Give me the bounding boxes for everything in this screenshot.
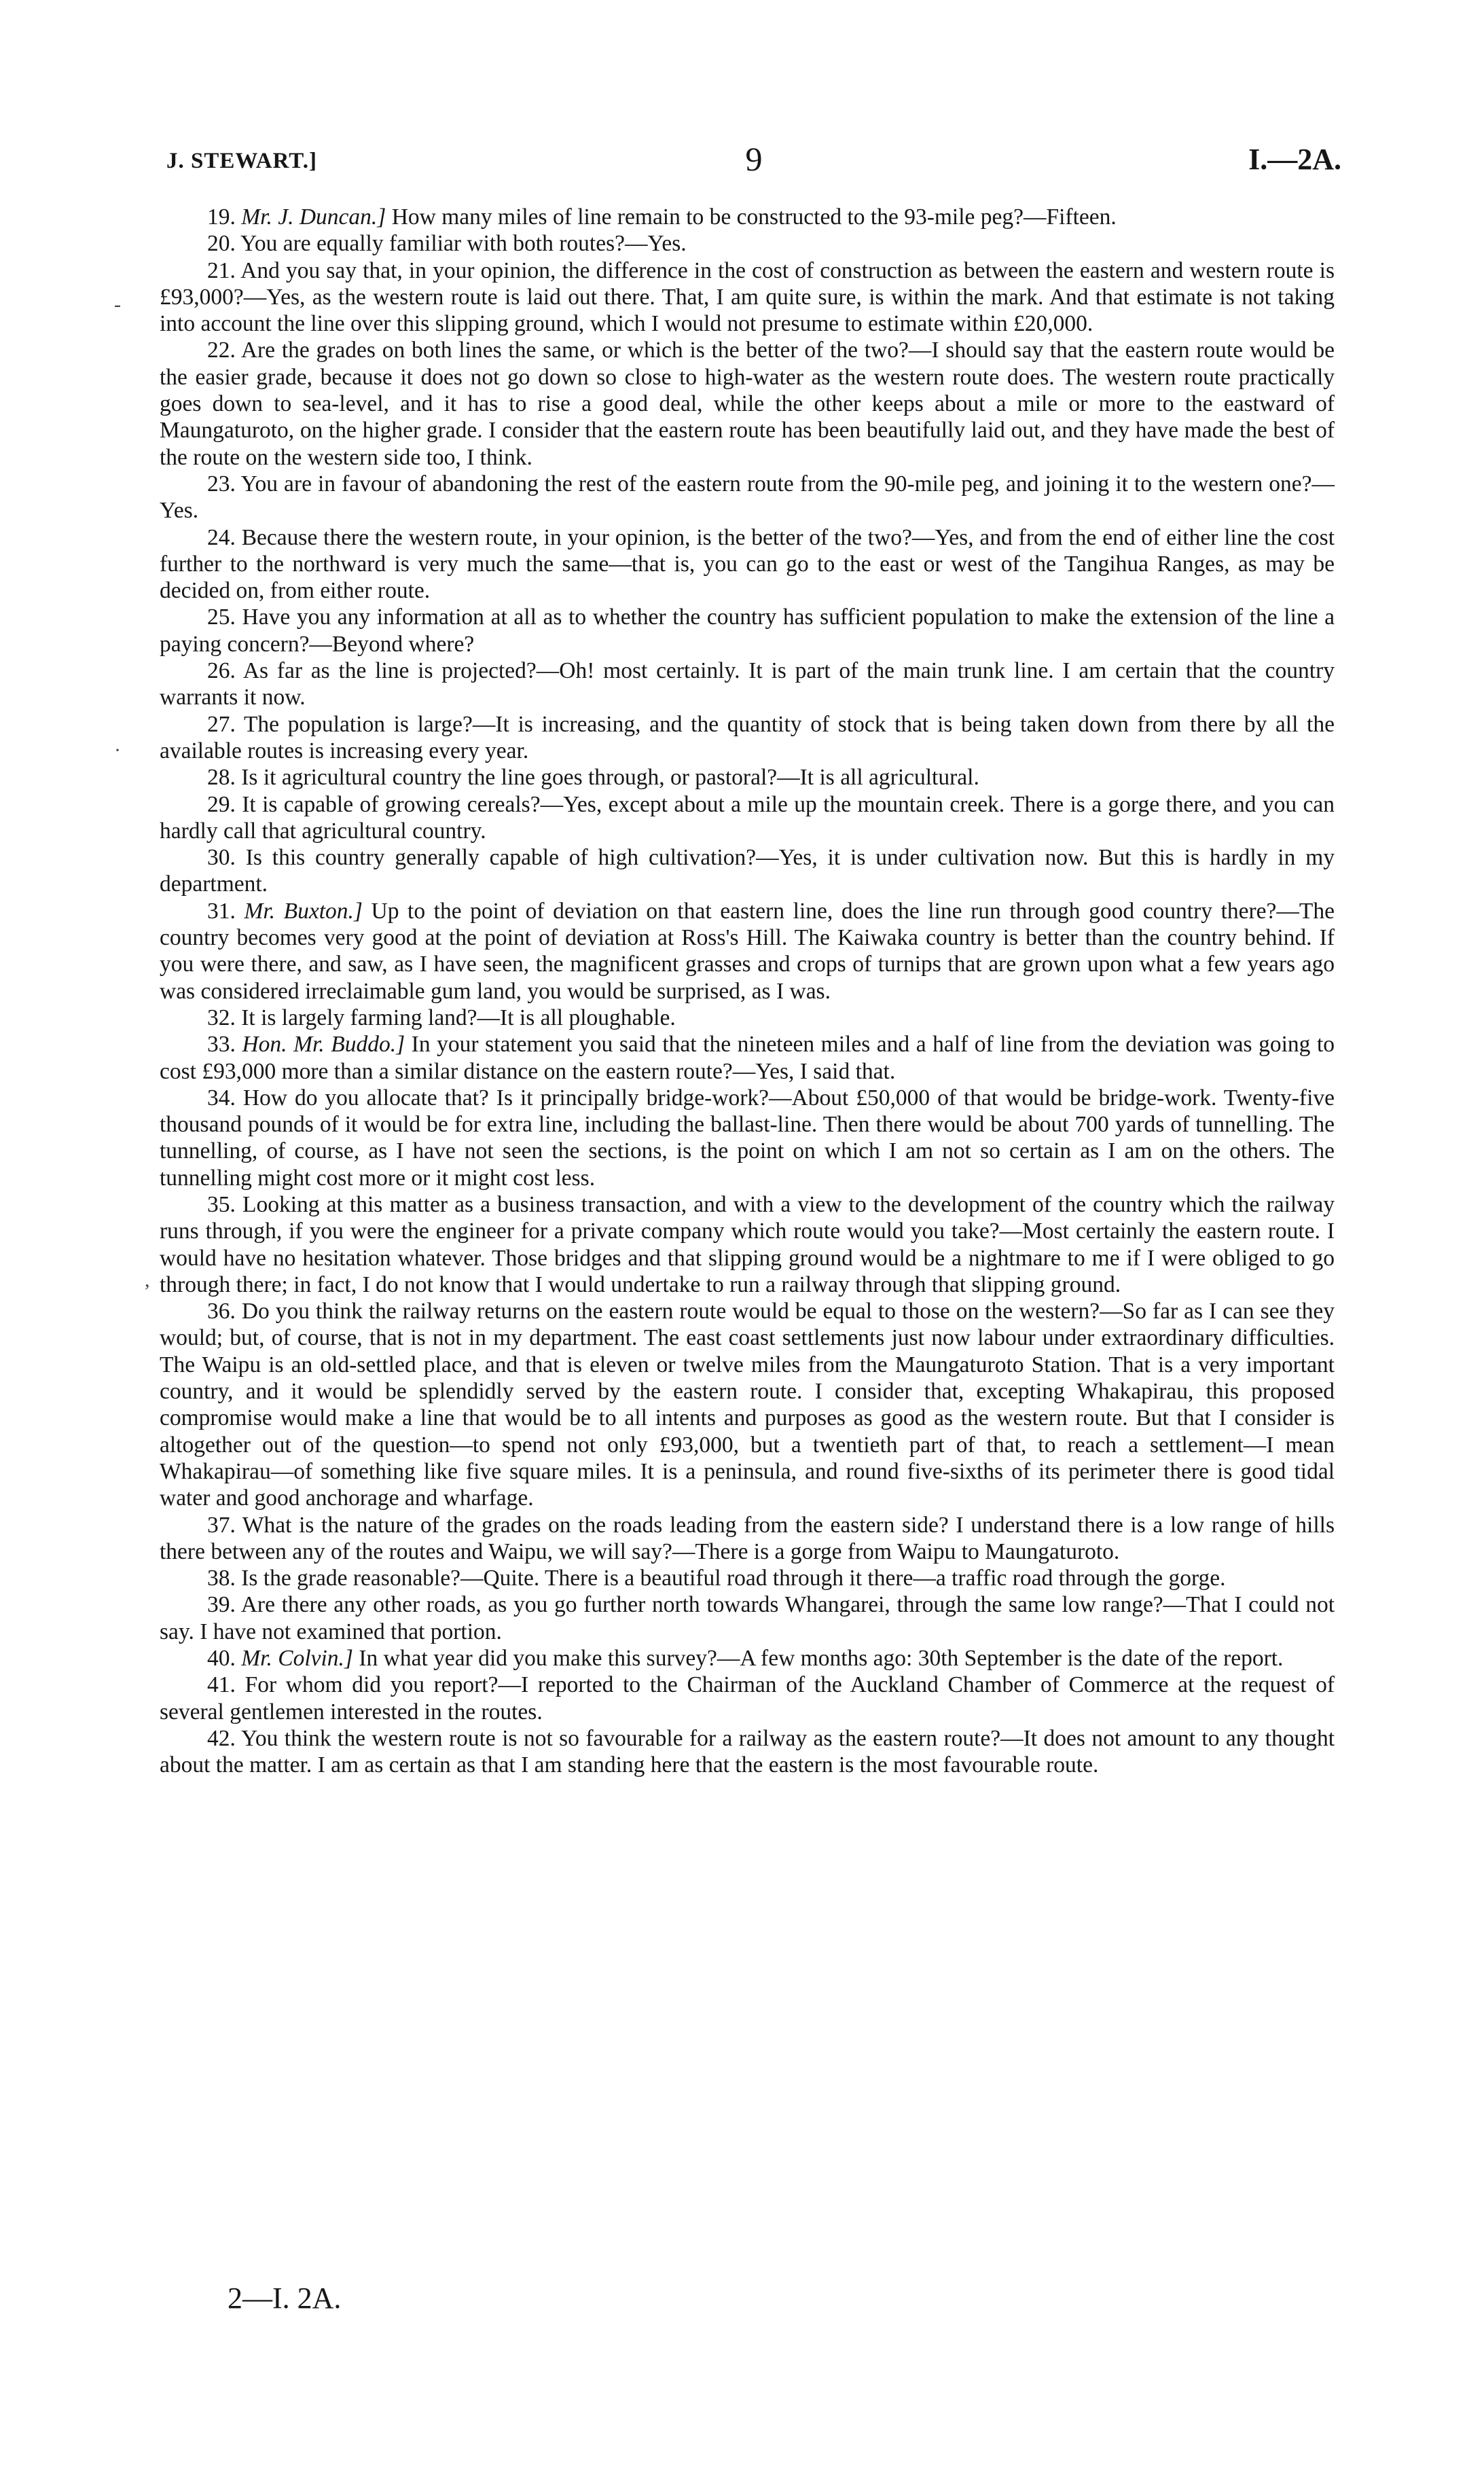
question-number: 40.	[207, 1646, 236, 1672]
question-paragraph	[160, 1725, 1335, 1779]
question-answer-text: Are the grades on both lines the same, or which is the better of the two?—I should say that the eastern route would be the easier grade, because it does not go down so close to high-water as the western route does. The western route practically goes down to sea-level, and it has to rise a good deal, while the other keeps about a mile or more to the eastward of Maungaturoto, on the higher grade. I consider that the eastern route has been beautifully laid out, and they have made the best of the route on the western side too, I think.	[160, 338, 1335, 470]
question-number: 29.	[207, 791, 236, 817]
page-number: 9	[745, 140, 763, 178]
questioner-name: Mr. Buxton.]	[244, 898, 363, 924]
question-answer-text: As far as the line is projected?—Oh! most certainly. It is part of the main trunk line. I am certain that the country warrants it now.	[160, 658, 1335, 710]
question-paragraph	[160, 1645, 1335, 1672]
question-answer-text: You are equally familiar with both routes?—Yes.	[240, 231, 687, 257]
question-paragraph	[160, 471, 1335, 524]
question-answer-text: Is it agricultural country the line goes through, or pastoral?—It is all agricultural.	[241, 765, 979, 791]
question-number: 35.	[207, 1191, 236, 1217]
question-answer-text: How many miles of line remain to be constructed to the 93-mile peg?—Fifteen.	[391, 204, 1117, 230]
page-header	[166, 139, 1341, 180]
question-number: 26.	[207, 658, 236, 684]
question-paragraph	[160, 1565, 1335, 1591]
question-answer-text: You think the western route is not so favourable for a railway as the eastern route?—It does not amount to any thought about the matter. I am as certain as that I am standing here that the eastern is the most favourable route.	[160, 1725, 1335, 1778]
question-answer-text: Do you think the railway returns on the eastern route would be equal to those on the western?—So far as I can see they would; but, of course, that is not in my department. The east coast settlements just now labour under extraordinary difficulties. The Waipu is an old-settled place, and that is eleven or twelve miles from the Maungaturoto Station. That is a very important country, and it would be splendidly served by the eastern route. I consider that, excepting Whakapirau, this proposed compromise would make a line that would be to all intents and purposes as good as the western route. But that I consider is altogether out of the question—to spend not only £93,000, but a twentieth part of that, to reach a settlement—I mean Whakapirau—of something like five square miles. It is a peninsula, and round five-sixths of its perimeter there is good tidal water and good anchorage and wharfage.	[160, 1299, 1335, 1511]
question-paragraph	[160, 604, 1335, 657]
question-paragraph	[160, 1512, 1335, 1566]
question-answer-text: Up to the point of deviation on that eastern line, does the line run through good country there?—The country becomes very good at the point of deviation at Ross's Hill. The Kaiwaka country is better than the country behind. If you were there, and saw, as I have seen, the magnificent grasses and crops of turnips that are grown upon what a few years ago was considered irreclaimable gum land, you would be surprised, as I was.	[160, 898, 1335, 1004]
questioner-name: Hon. Mr. Buddo.]	[242, 1032, 405, 1058]
question-paragraph	[160, 1085, 1335, 1191]
question-number: 39.	[207, 1592, 236, 1618]
margin-mark: -	[114, 293, 121, 316]
question-paragraph	[160, 257, 1335, 338]
question-answer-text: The population is large?—It is increasing, and the quantity of stock that is being taken down from there by all the available routes is increasing every year.	[160, 711, 1335, 763]
question-answer-text: You are in favour of abandoning the rest of the eastern route from the 90-mile peg, and joining it to the western one?—Yes.	[160, 471, 1335, 524]
question-answer-text: Have you any information at all as to whether the country has sufficient population to make the extension of the line a paying concern?—Beyond where?	[160, 605, 1335, 657]
question-answer-text: Looking at this matter as a business transaction, and with a view to the development of the country which the railway runs through, if you were the engineer for a private company which route would you take?—Most certainly the eastern route. I would have no hesitation whatever. Those bridges and that slipping ground would be a nightmare to me if I were obliged to go through there; in fact, I do not know that I would undertake to run a railway through that slipping ground.	[160, 1191, 1335, 1297]
margin-mark: ,	[145, 1269, 150, 1291]
question-paragraph	[160, 657, 1335, 711]
question-paragraph	[160, 1672, 1335, 1725]
question-number: 27.	[207, 711, 236, 737]
question-paragraph	[160, 1005, 1335, 1031]
margin-mark: ·	[114, 739, 121, 761]
signature-mark: 2—I. 2A.	[228, 2281, 342, 2315]
questioner-name: Mr. J. Duncan.]	[241, 204, 386, 230]
question-paragraph	[160, 1591, 1335, 1645]
question-paragraph	[160, 898, 1335, 1005]
question-paragraph	[160, 1031, 1335, 1085]
question-paragraph	[160, 230, 1335, 257]
question-paragraph	[160, 524, 1335, 605]
question-answer-text: And you say that, in your opinion, the difference in the cost of construction as between the eastern and western route is £93,000?—Yes, as the western route is laid out there. That, I am quite sure, is within the mark. And that estimate is not taking into account the line over this slipping ground, which I would not presume to estimate within £20,000.	[160, 257, 1335, 337]
question-number: 24.	[207, 524, 236, 550]
question-answer-text: How do you allocate that? Is it principally bridge-work?—About £50,000 of that would be bridge-work. Twenty-five thousand pounds of it would be for extra line, including the ballast-line. Then there would be about 700 yards of tunnelling. The tunnelling, of course, as I have not seen the sections, is the point on which I am not so certain as I am on the others. The tunnelling might cost more or it might cost less.	[160, 1085, 1335, 1191]
question-answer-text: In your statement you said that the nineteen miles and a half of line from the deviation was going to cost £93,000 more than a similar distance on the eastern route?—Yes, I said that.	[160, 1032, 1335, 1084]
question-number: 31.	[207, 898, 236, 924]
questioner-name: Mr. Colvin.]	[241, 1646, 353, 1672]
question-answer-text: It is largely farming land?—It is all ploughable.	[241, 1005, 676, 1030]
question-answer-text: What is the nature of the grades on the roads leading from the eastern side? I understand there is a low range of hills there between any of the routes and Waipu, we will say?—There is a gorge from Waipu to Maungaturoto.	[160, 1512, 1335, 1564]
question-number: 38.	[207, 1566, 236, 1591]
paper-reference: I.—2A.	[1248, 143, 1341, 176]
question-paragraph	[160, 791, 1335, 845]
question-number: 22.	[207, 338, 236, 363]
question-number: 33.	[207, 1032, 236, 1058]
question-paragraph	[160, 844, 1335, 898]
question-answer-text: For whom did you report?—I reported to the Chairman of the Auckland Chamber of Commerce at the request of several gentlemen interested in the routes.	[160, 1672, 1335, 1725]
question-answer-text: Are there any other roads, as you go further north towards Whangarei, through the same low range?—That I could not say. I have not examined that portion.	[160, 1592, 1335, 1644]
question-number: 30.	[207, 845, 236, 871]
question-answer-text: Is this country generally capable of high cultivation?—Yes, it is under cultivation now. But this is hardly in my department.	[160, 845, 1335, 897]
question-number: 20.	[207, 231, 236, 257]
question-number: 41.	[207, 1672, 236, 1698]
question-answer-text: In what year did you make this survey?—A few months ago: 30th September is the date of the report.	[359, 1646, 1284, 1672]
question-paragraph	[160, 1191, 1335, 1298]
question-answer-text: Is the grade reasonable?—Quite. There is a beautiful road through it there—a traffic road through the gorge.	[241, 1566, 1226, 1591]
question-paragraph	[160, 1298, 1335, 1511]
evidence-body	[160, 204, 1335, 1779]
question-answer-text: Because there the western route, in your opinion, is the better of the two?—Yes, and from the end of either line the cost further to the northward is very much the same—that is, you can go to the east or west of the Tangihua Ranges, as may be decided on, from either route.	[160, 524, 1335, 604]
question-number: 23.	[207, 471, 236, 497]
question-number: 32.	[207, 1005, 236, 1030]
question-number: 36.	[207, 1299, 236, 1324]
question-number: 42.	[207, 1725, 236, 1751]
question-number: 28.	[207, 765, 236, 791]
question-number: 34.	[207, 1085, 236, 1111]
question-paragraph	[160, 764, 1335, 791]
question-paragraph	[160, 337, 1335, 470]
question-number: 37.	[207, 1512, 236, 1538]
witness-name: J. STEWART.]	[166, 149, 318, 173]
question-number: 21.	[207, 257, 236, 283]
question-answer-text: It is capable of growing cereals?—Yes, except about a mile up the mountain creek. There is a gorge there, and you can hardly call that agricultural country.	[160, 791, 1335, 844]
question-paragraph	[160, 204, 1335, 230]
question-paragraph	[160, 711, 1335, 765]
question-number: 25.	[207, 605, 236, 630]
question-number: 19.	[207, 204, 236, 230]
